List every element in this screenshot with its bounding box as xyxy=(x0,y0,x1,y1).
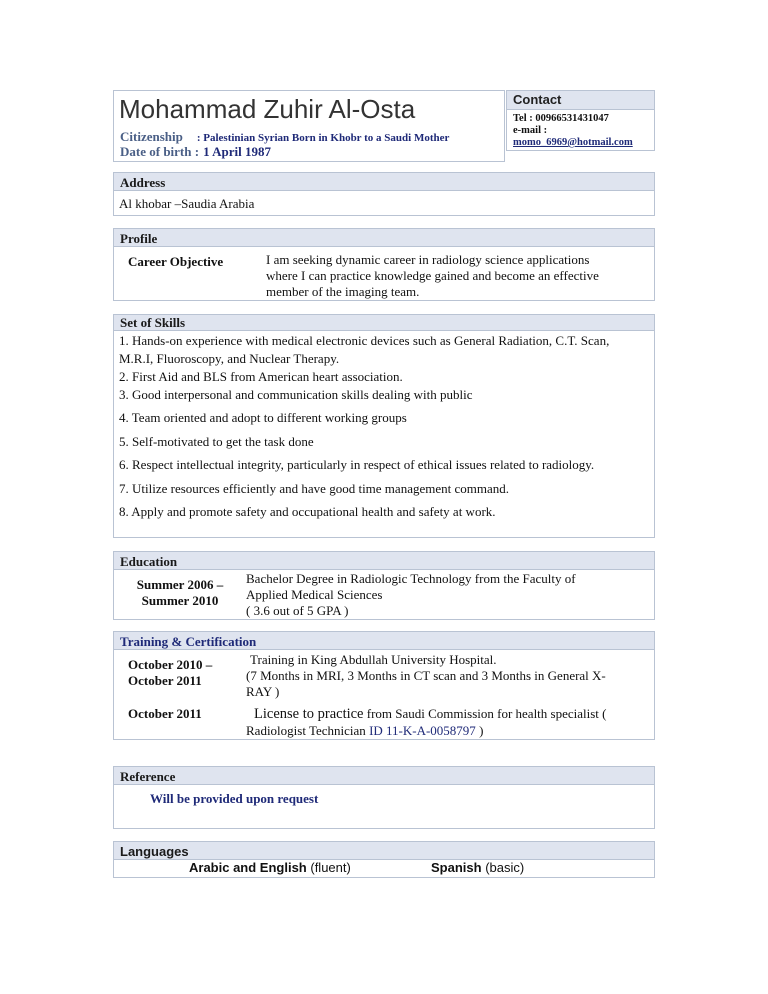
training-entry2-date: October 2011 xyxy=(128,706,202,721)
education-line-3: ( 3.6 out of 5 GPA ) xyxy=(246,603,349,618)
address-value: Al khobar –Saudia Arabia xyxy=(119,196,255,211)
language-name: Arabic and English xyxy=(189,860,307,875)
citizenship-label: Citizenship xyxy=(120,129,183,144)
candidate-name: Mohammad Zuhir Al-Osta xyxy=(119,94,416,124)
skill-line: 7. Utilize resources efficiently and have good time management command. xyxy=(119,481,509,496)
skill-line: 2. First Aid and BLS from American heart association. xyxy=(119,369,403,384)
language-level: (fluent) xyxy=(306,860,351,875)
dob-row xyxy=(120,143,271,161)
license-rest: from Saudi Commission for health specialist ( xyxy=(363,706,607,721)
training-entry1-date-start: October 2010 – xyxy=(128,657,213,672)
training-header: Training & Certification xyxy=(113,631,655,650)
dob-value: 1 April 1987 xyxy=(203,144,271,159)
training-entry1-date-end: October 2011 xyxy=(128,673,202,688)
profile-line-2: where I can practice knowledge gained and become an effective xyxy=(266,268,599,283)
education-line-2: Applied Medical Sciences xyxy=(246,587,383,602)
reference-value: Will be provided upon request xyxy=(150,791,319,806)
citizenship-value: : Palestinian Syrian Born in Khobr to a Saudi Mother xyxy=(196,132,450,144)
reference-header: Reference xyxy=(113,766,655,785)
training-entry1-line-2: (7 Months in MRI, 3 Months in CT scan and 3 Months in General X- xyxy=(246,668,606,683)
training-entry1-line-1: Training in King Abdullah University Hospital. xyxy=(250,652,497,667)
skill-line: 1. Hands-on experience with medical electronic devices such as General Radiation, C.T. Scan, xyxy=(119,333,610,348)
license-id: ID 11-K-A-0058797 xyxy=(369,723,476,738)
education-header: Education xyxy=(113,551,655,570)
license-close: ) xyxy=(475,723,484,738)
skills-header: Set of Skills xyxy=(113,314,655,331)
contact-email-label: e-mail : xyxy=(513,125,548,136)
languages-header: Languages xyxy=(113,841,655,860)
career-objective-label: Career Objective xyxy=(128,254,224,269)
language-level: (basic) xyxy=(481,860,525,875)
contact-email-link[interactable]: momo_6969@hotmail.com xyxy=(513,137,633,148)
contact-header: Contact xyxy=(506,90,655,110)
skill-line: 4. Team oriented and adopt to different working groups xyxy=(119,410,407,425)
profile-line-3: member of the imaging team. xyxy=(266,284,420,299)
training-entry1-line-3: RAY ) xyxy=(246,684,280,699)
profile-line-1: I am seeking dynamic career in radiology science applications xyxy=(266,252,590,267)
dob-label: Date of birth : xyxy=(120,144,200,159)
training-entry2-line-1 xyxy=(254,706,607,722)
language-spanish xyxy=(431,860,524,875)
skill-line: 8. Apply and promote safety and occupational health and safety at work. xyxy=(119,504,496,519)
skill-line: 3. Good interpersonal and communication skills dealing with public xyxy=(119,387,473,402)
education-line-1: Bachelor Degree in Radiologic Technology from the Faculty of xyxy=(246,571,576,586)
education-date-start: Summer 2006 – xyxy=(136,577,224,592)
training-entry2-line-2 xyxy=(246,723,483,739)
license-title: Radiologist Technician xyxy=(246,723,370,738)
education-date-end: Summer 2010 xyxy=(141,593,219,608)
profile-header: Profile xyxy=(113,228,655,247)
skill-line: 6. Respect intellectual integrity, particularly in respect of ethical issues related to radiology. xyxy=(119,457,595,472)
language-arabic-english xyxy=(189,860,351,875)
language-name: Spanish xyxy=(431,860,482,875)
contact-tel: Tel : 00966531431047 xyxy=(513,113,609,124)
education-date xyxy=(120,577,240,609)
skill-line: M.R.I, Fluoroscopy, and Nuclear Therapy. xyxy=(119,351,340,366)
skill-line: 5. Self-motivated to get the task done xyxy=(119,434,314,449)
license-lead: License to practice xyxy=(254,706,364,722)
address-header: Address xyxy=(113,172,655,191)
training-entry1-date xyxy=(128,657,212,689)
